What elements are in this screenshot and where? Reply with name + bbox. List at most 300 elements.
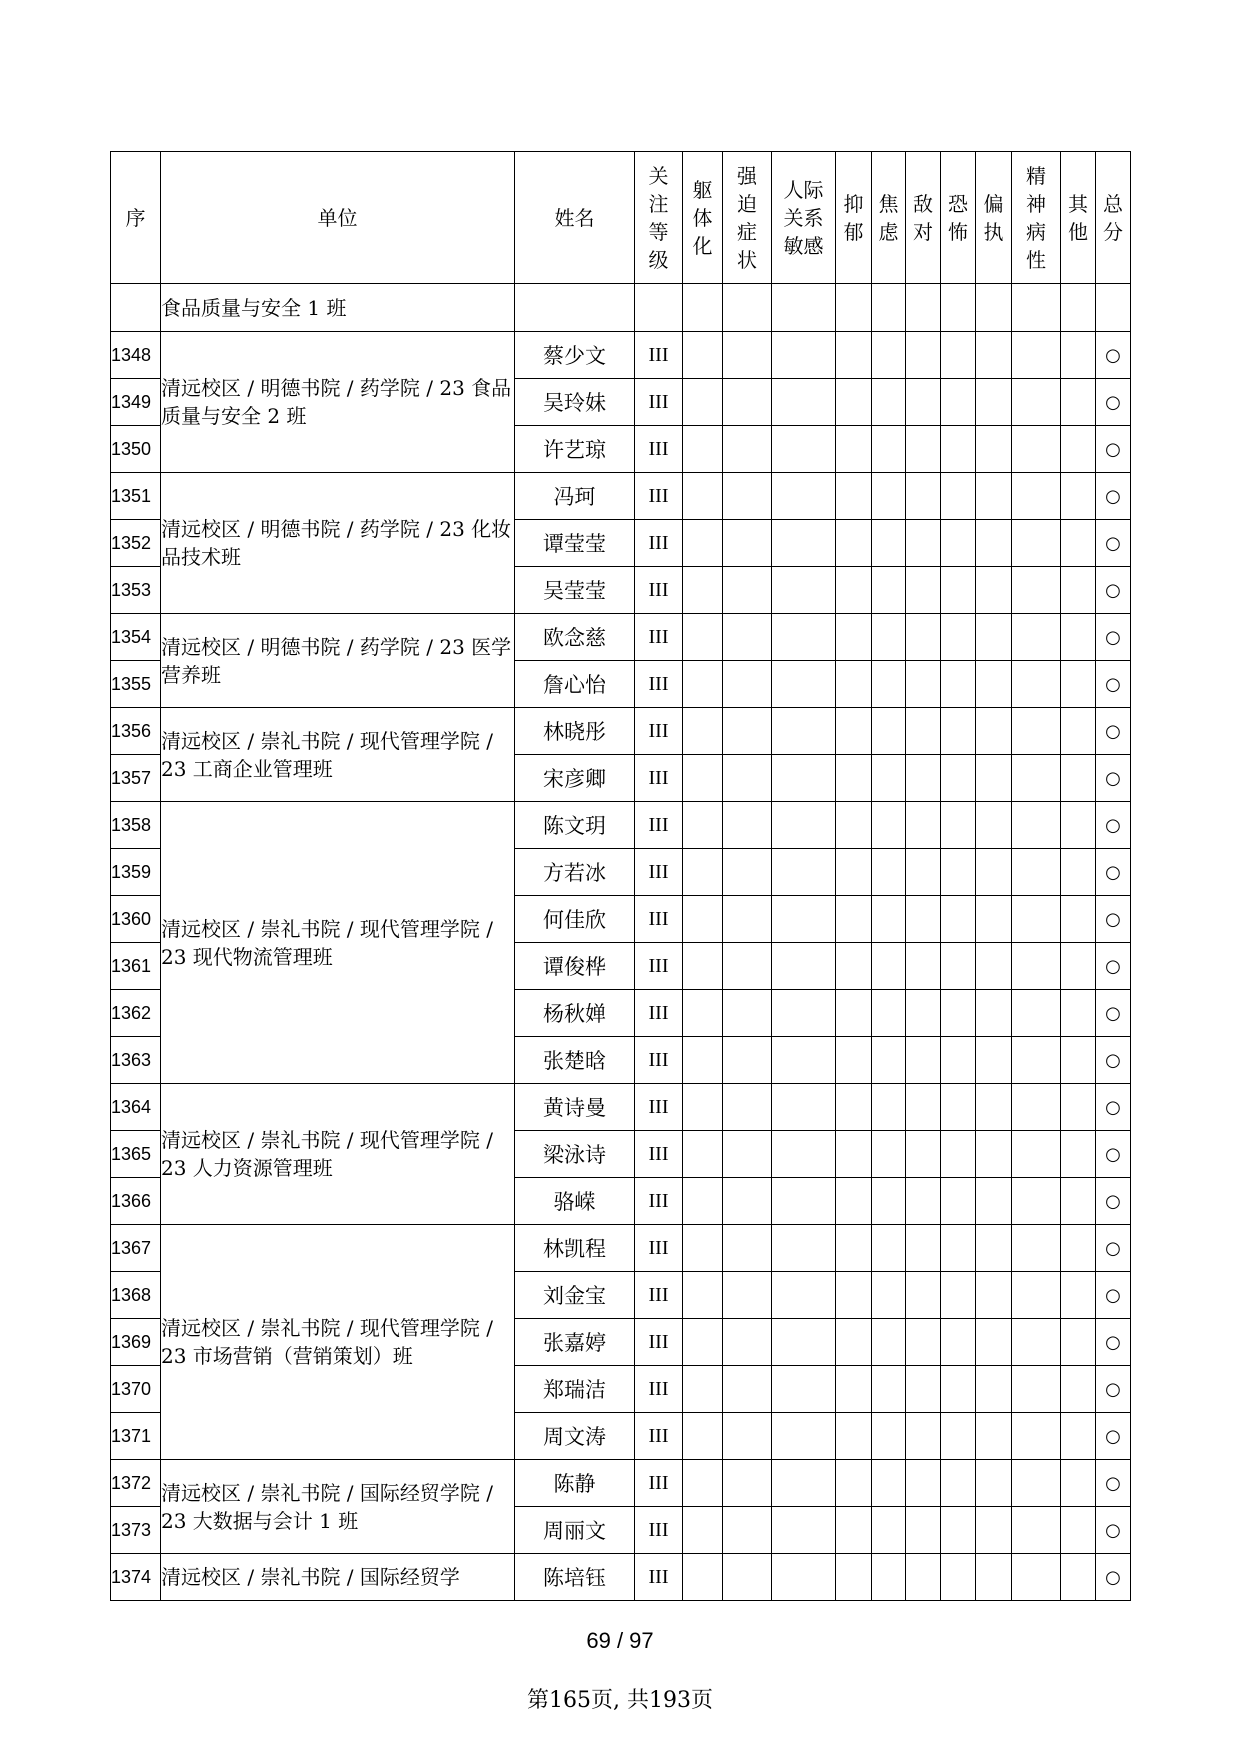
score-cell	[836, 1225, 872, 1272]
name-cell: 黄诗曼	[515, 1084, 635, 1131]
score-cell	[772, 708, 836, 755]
score-cell	[683, 1084, 723, 1131]
score-cell	[941, 426, 976, 473]
total-cell: ○	[1096, 614, 1131, 661]
score-cell	[683, 379, 723, 426]
seq-cell: 1364	[111, 1084, 161, 1131]
score-cell	[1012, 943, 1061, 990]
header-other: 其他	[1061, 152, 1096, 284]
score-cell	[772, 520, 836, 567]
level-cell: III	[635, 1272, 683, 1319]
score-cell	[683, 1131, 723, 1178]
table-row	[111, 1460, 1131, 1507]
score-cell	[941, 896, 976, 943]
score-cell	[941, 332, 976, 379]
score-cell	[872, 1366, 906, 1413]
score-cell	[906, 1131, 941, 1178]
score-cell	[941, 567, 976, 614]
score-cell	[683, 1272, 723, 1319]
score-cell	[906, 426, 941, 473]
seq-cell: 1352	[111, 520, 161, 567]
header-somatization: 躯体化	[683, 152, 723, 284]
score-cell	[941, 473, 976, 520]
level-cell: III	[635, 990, 683, 1037]
name-cell: 周丽文	[515, 1507, 635, 1554]
name-cell: 何佳欣	[515, 896, 635, 943]
score-cell	[836, 708, 872, 755]
score-cell	[723, 473, 772, 520]
table-cell	[111, 284, 161, 332]
seq-cell: 1373	[111, 1507, 161, 1554]
seq-cell: 1348	[111, 332, 161, 379]
score-cell	[1061, 426, 1096, 473]
score-cell	[941, 1084, 976, 1131]
score-cell	[1012, 802, 1061, 849]
total-cell: ○	[1096, 1225, 1131, 1272]
score-cell	[723, 661, 772, 708]
score-cell	[1061, 1366, 1096, 1413]
score-cell	[1012, 1507, 1061, 1554]
score-cell	[872, 1131, 906, 1178]
table-cell	[906, 284, 941, 332]
score-cell	[1012, 614, 1061, 661]
score-cell	[1012, 1554, 1061, 1601]
score-cell	[1061, 990, 1096, 1037]
score-cell	[941, 1554, 976, 1601]
score-cell	[836, 849, 872, 896]
score-cell	[941, 802, 976, 849]
score-cell	[683, 1366, 723, 1413]
score-cell	[906, 896, 941, 943]
unit-cell: 清远校区 / 崇礼书院 / 现代管理学院 / 23 市场营销（营销策划）班	[161, 1225, 515, 1460]
score-cell	[941, 661, 976, 708]
score-cell	[683, 567, 723, 614]
table-cell	[941, 284, 976, 332]
level-cell: III	[635, 708, 683, 755]
name-cell: 吴莹莹	[515, 567, 635, 614]
seq-cell: 1359	[111, 849, 161, 896]
score-cell	[941, 755, 976, 802]
score-cell	[836, 1272, 872, 1319]
score-cell	[906, 1319, 941, 1366]
name-cell: 张嘉婷	[515, 1319, 635, 1366]
table-cell	[635, 284, 683, 332]
score-cell	[906, 1225, 941, 1272]
score-cell	[1012, 567, 1061, 614]
score-cell	[836, 896, 872, 943]
score-cell	[941, 708, 976, 755]
score-cell	[772, 661, 836, 708]
score-cell	[836, 426, 872, 473]
score-cell	[906, 520, 941, 567]
score-cell	[1061, 1460, 1096, 1507]
score-cell	[1061, 1037, 1096, 1084]
total-cell: ○	[1096, 1084, 1131, 1131]
score-cell	[772, 1272, 836, 1319]
table-cell	[1061, 284, 1096, 332]
name-cell: 张楚晗	[515, 1037, 635, 1084]
header-seq: 序	[111, 152, 161, 284]
score-cell	[1061, 379, 1096, 426]
score-cell	[772, 1507, 836, 1554]
score-cell	[683, 1413, 723, 1460]
seq-cell: 1358	[111, 802, 161, 849]
score-cell	[1061, 708, 1096, 755]
unit-cell: 食品质量与安全 1 班	[161, 284, 515, 332]
seq-cell: 1357	[111, 755, 161, 802]
score-cell	[872, 1507, 906, 1554]
level-cell: III	[635, 849, 683, 896]
name-cell: 许艺琼	[515, 426, 635, 473]
score-cell	[1012, 1131, 1061, 1178]
level-cell: III	[635, 614, 683, 661]
score-cell	[1061, 1272, 1096, 1319]
table-cell	[515, 284, 635, 332]
name-cell: 方若冰	[515, 849, 635, 896]
score-cell	[1012, 1225, 1061, 1272]
total-cell: ○	[1096, 755, 1131, 802]
score-cell	[683, 943, 723, 990]
score-cell	[1012, 1272, 1061, 1319]
unit-cell: 清远校区 / 崇礼书院 / 国际经贸学院 / 23 大数据与会计 1 班	[161, 1460, 515, 1554]
score-cell	[1061, 755, 1096, 802]
seq-cell: 1374	[111, 1554, 161, 1601]
table-cell	[976, 284, 1012, 332]
header-depression: 抑郁	[836, 152, 872, 284]
header-interpersonal: 人际关系敏感	[772, 152, 836, 284]
score-cell	[872, 1554, 906, 1601]
score-cell	[976, 1319, 1012, 1366]
name-cell: 周文涛	[515, 1413, 635, 1460]
seq-cell: 1354	[111, 614, 161, 661]
seq-cell: 1350	[111, 426, 161, 473]
level-cell: III	[635, 332, 683, 379]
score-cell	[872, 1272, 906, 1319]
score-cell	[683, 520, 723, 567]
table-row	[111, 1225, 1131, 1272]
score-cell	[941, 990, 976, 1037]
seq-cell: 1368	[111, 1272, 161, 1319]
table-row	[111, 1554, 1131, 1601]
score-cell	[836, 473, 872, 520]
score-cell	[1061, 896, 1096, 943]
header-obsessive: 强迫症状	[723, 152, 772, 284]
score-cell	[976, 1178, 1012, 1225]
score-cell	[872, 426, 906, 473]
score-cell	[772, 896, 836, 943]
score-cell	[1061, 1319, 1096, 1366]
score-cell	[723, 567, 772, 614]
score-cell	[872, 849, 906, 896]
score-cell	[836, 520, 872, 567]
unit-cell: 清远校区 / 明德书院 / 药学院 / 23 医学营养班	[161, 614, 515, 708]
score-cell	[723, 943, 772, 990]
score-cell	[906, 332, 941, 379]
score-cell	[872, 943, 906, 990]
header-phobia: 恐怖	[941, 152, 976, 284]
score-cell	[836, 379, 872, 426]
score-cell	[1061, 661, 1096, 708]
score-cell	[1012, 473, 1061, 520]
score-cell	[941, 1225, 976, 1272]
score-cell	[976, 849, 1012, 896]
score-cell	[872, 614, 906, 661]
name-cell: 吴玲妹	[515, 379, 635, 426]
score-cell	[872, 802, 906, 849]
unit-cell: 清远校区 / 明德书院 / 药学院 / 23 化妆品技术班	[161, 473, 515, 614]
score-cell	[723, 1178, 772, 1225]
header-unit: 单位	[161, 152, 515, 284]
name-cell: 谭俊桦	[515, 943, 635, 990]
score-cell	[906, 1366, 941, 1413]
score-cell	[872, 1084, 906, 1131]
score-cell	[836, 1413, 872, 1460]
table-row	[111, 614, 1131, 661]
table-row	[111, 332, 1131, 379]
header-anxiety: 焦虑	[872, 152, 906, 284]
score-cell	[836, 332, 872, 379]
score-cell	[1012, 332, 1061, 379]
score-cell	[976, 1366, 1012, 1413]
unit-cell: 清远校区 / 明德书院 / 药学院 / 23 食品质量与安全 2 班	[161, 332, 515, 473]
score-cell	[976, 520, 1012, 567]
page-info: 第165页, 共193页	[527, 1688, 713, 1713]
score-cell	[723, 1272, 772, 1319]
header-total: 总分	[1096, 152, 1131, 284]
name-cell: 杨秋婵	[515, 990, 635, 1037]
score-cell	[976, 426, 1012, 473]
score-cell	[872, 473, 906, 520]
seq-cell: 1349	[111, 379, 161, 426]
score-cell	[836, 990, 872, 1037]
score-cell	[723, 1319, 772, 1366]
total-cell: ○	[1096, 896, 1131, 943]
score-cell	[906, 849, 941, 896]
score-cell	[683, 332, 723, 379]
score-cell	[1012, 520, 1061, 567]
roster-table	[110, 151, 1131, 1601]
score-cell	[1061, 567, 1096, 614]
level-cell: III	[635, 1037, 683, 1084]
score-cell	[872, 990, 906, 1037]
score-cell	[723, 520, 772, 567]
score-cell	[772, 1037, 836, 1084]
unit-cell: 清远校区 / 崇礼书院 / 现代管理学院 / 23 人力资源管理班	[161, 1084, 515, 1225]
header-name: 姓名	[515, 152, 635, 284]
score-cell	[976, 1225, 1012, 1272]
score-cell	[723, 1225, 772, 1272]
table-row	[111, 473, 1131, 520]
score-cell	[683, 473, 723, 520]
score-cell	[836, 1554, 872, 1601]
score-cell	[1061, 1507, 1096, 1554]
score-cell	[772, 849, 836, 896]
score-cell	[772, 1319, 836, 1366]
seq-cell: 1371	[111, 1413, 161, 1460]
score-cell	[941, 1507, 976, 1554]
score-cell	[836, 755, 872, 802]
score-cell	[906, 1084, 941, 1131]
score-cell	[976, 661, 1012, 708]
score-cell	[976, 1554, 1012, 1601]
total-cell: ○	[1096, 567, 1131, 614]
total-cell: ○	[1096, 426, 1131, 473]
name-cell: 蔡少文	[515, 332, 635, 379]
seq-cell: 1367	[111, 1225, 161, 1272]
name-cell: 骆嵘	[515, 1178, 635, 1225]
score-cell	[772, 473, 836, 520]
level-cell: III	[635, 473, 683, 520]
score-cell	[941, 1178, 976, 1225]
level-cell: III	[635, 755, 683, 802]
score-cell	[772, 1366, 836, 1413]
score-cell	[906, 661, 941, 708]
score-cell	[723, 379, 772, 426]
score-cell	[1061, 849, 1096, 896]
score-cell	[683, 426, 723, 473]
score-cell	[941, 1460, 976, 1507]
total-cell: ○	[1096, 379, 1131, 426]
score-cell	[1061, 1554, 1096, 1601]
score-cell	[683, 896, 723, 943]
score-cell	[723, 1366, 772, 1413]
table-cell	[1012, 284, 1061, 332]
score-cell	[941, 943, 976, 990]
level-cell: III	[635, 1413, 683, 1460]
score-cell	[772, 426, 836, 473]
score-cell	[723, 1413, 772, 1460]
score-cell	[1061, 802, 1096, 849]
seq-cell: 1362	[111, 990, 161, 1037]
name-cell: 林晓彤	[515, 708, 635, 755]
score-cell	[906, 473, 941, 520]
score-cell	[906, 567, 941, 614]
score-cell	[1012, 1460, 1061, 1507]
level-cell: III	[635, 1319, 683, 1366]
score-cell	[1061, 1413, 1096, 1460]
score-cell	[906, 1507, 941, 1554]
name-cell: 宋彦卿	[515, 755, 635, 802]
score-cell	[772, 379, 836, 426]
score-cell	[772, 567, 836, 614]
score-cell	[872, 379, 906, 426]
table-cell	[1096, 284, 1131, 332]
level-cell: III	[635, 943, 683, 990]
score-cell	[723, 802, 772, 849]
total-cell: ○	[1096, 708, 1131, 755]
seq-cell: 1369	[111, 1319, 161, 1366]
score-cell	[772, 1554, 836, 1601]
seq-cell: 1355	[111, 661, 161, 708]
score-cell	[772, 1413, 836, 1460]
header-paranoia: 偏执	[976, 152, 1012, 284]
score-cell	[976, 1507, 1012, 1554]
score-cell	[683, 661, 723, 708]
level-cell: III	[635, 1225, 683, 1272]
score-cell	[683, 614, 723, 661]
score-cell	[723, 849, 772, 896]
score-cell	[976, 1460, 1012, 1507]
score-cell	[1061, 473, 1096, 520]
score-cell	[941, 849, 976, 896]
score-cell	[976, 1413, 1012, 1460]
score-cell	[976, 332, 1012, 379]
score-cell	[976, 990, 1012, 1037]
total-cell: ○	[1096, 849, 1131, 896]
score-cell	[836, 1131, 872, 1178]
level-cell: III	[635, 1554, 683, 1601]
name-cell: 詹心怡	[515, 661, 635, 708]
score-cell	[772, 1178, 836, 1225]
score-cell	[1061, 1178, 1096, 1225]
score-cell	[941, 1413, 976, 1460]
level-cell: III	[635, 1178, 683, 1225]
score-cell	[976, 473, 1012, 520]
score-cell	[1012, 1084, 1061, 1131]
score-cell	[772, 802, 836, 849]
continuation-row	[111, 284, 1131, 332]
score-cell	[772, 614, 836, 661]
score-cell	[836, 1507, 872, 1554]
level-cell: III	[635, 1366, 683, 1413]
seq-cell: 1356	[111, 708, 161, 755]
score-cell	[976, 567, 1012, 614]
total-cell: ○	[1096, 1178, 1131, 1225]
score-cell	[941, 1319, 976, 1366]
score-cell	[723, 896, 772, 943]
unit-cell: 清远校区 / 崇礼书院 / 现代管理学院 / 23 现代物流管理班	[161, 802, 515, 1084]
score-cell	[723, 755, 772, 802]
total-cell: ○	[1096, 1131, 1131, 1178]
score-cell	[1061, 520, 1096, 567]
total-cell: ○	[1096, 1272, 1131, 1319]
score-cell	[1061, 332, 1096, 379]
seq-cell: 1351	[111, 473, 161, 520]
score-cell	[723, 1460, 772, 1507]
unit-cell: 清远校区 / 崇礼书院 / 国际经贸学	[161, 1554, 515, 1601]
table-row	[111, 1084, 1131, 1131]
score-cell	[976, 379, 1012, 426]
score-cell	[906, 1272, 941, 1319]
level-cell: III	[635, 1084, 683, 1131]
total-cell: ○	[1096, 990, 1131, 1037]
name-cell: 陈静	[515, 1460, 635, 1507]
score-cell	[836, 1319, 872, 1366]
table-cell	[772, 284, 836, 332]
level-cell: III	[635, 1131, 683, 1178]
score-cell	[772, 1084, 836, 1131]
score-cell	[906, 1413, 941, 1460]
table-row	[111, 708, 1131, 755]
score-cell	[941, 1037, 976, 1084]
score-cell	[683, 1507, 723, 1554]
score-cell	[872, 708, 906, 755]
score-cell	[723, 614, 772, 661]
score-cell	[1012, 1178, 1061, 1225]
score-cell	[976, 1272, 1012, 1319]
name-cell: 刘金宝	[515, 1272, 635, 1319]
level-cell: III	[635, 379, 683, 426]
total-cell: ○	[1096, 1413, 1131, 1460]
score-cell	[872, 1319, 906, 1366]
name-cell: 郑瑞洁	[515, 1366, 635, 1413]
page-indicator: 69 / 97	[586, 1628, 654, 1653]
score-cell	[1012, 1366, 1061, 1413]
score-cell	[1061, 1225, 1096, 1272]
score-cell	[772, 755, 836, 802]
score-cell	[976, 755, 1012, 802]
score-cell	[941, 520, 976, 567]
